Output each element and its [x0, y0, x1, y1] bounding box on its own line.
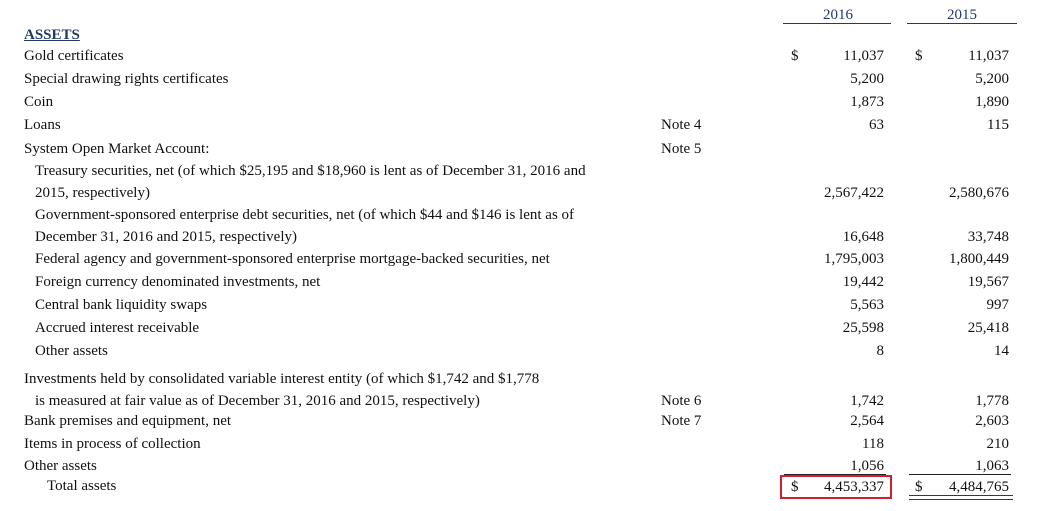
row-loans-value-2015: 115 — [987, 117, 1009, 133]
row-vie-value-2016: 1,742 — [850, 393, 884, 409]
year-header-2015-underline — [907, 23, 1017, 24]
row-other-label: Other assets — [24, 458, 97, 474]
row-premises-label: Bank premises and equipment, net — [24, 413, 232, 429]
row-gold-value-2016: 11,037 — [843, 48, 884, 64]
section-title: ASSETS — [24, 27, 80, 43]
row-total-label: Total assets — [47, 478, 117, 494]
row-loans-value-2016: 63 — [869, 117, 884, 133]
row-other-soma-value-2015: 14 — [994, 343, 1009, 359]
row-fx-value-2016: 19,442 — [842, 274, 884, 290]
row-loans-label: Loans — [24, 117, 61, 133]
row-gse-label-line1: Government-sponsored enterprise debt securities, net (of which $44 and $146 is lent as of — [35, 207, 575, 223]
row-other-soma-value-2016: 8 — [876, 343, 884, 359]
row-mbs-label: Federal agency and government-sponsored enterprise mortgage-backed securities, net — [35, 251, 550, 267]
row-accrued-label: Accrued interest receivable — [35, 320, 200, 336]
row-soma-note: Note 5 — [661, 141, 702, 157]
year-header-2016-underline — [783, 23, 891, 24]
row-sdr-label: Special drawing rights certificates — [24, 71, 229, 87]
row-vie-label-line1: Investments held by consolidated variable interest entity (of which $1,742 and $1,778 — [24, 371, 540, 387]
row-fx-value-2015: 19,567 — [967, 274, 1009, 290]
row-sdr-value-2015: 5,200 — [975, 71, 1009, 87]
row-premises-value-2015: 2,603 — [975, 413, 1009, 429]
total-double-rule-2015 — [909, 495, 1013, 500]
row-accrued-value-2015: 25,418 — [967, 320, 1009, 336]
row-swaps-label: Central bank liquidity swaps — [35, 297, 208, 313]
row-coin-value-2016: 1,873 — [850, 94, 884, 110]
row-coin-label: Coin — [24, 94, 54, 110]
row-collection-value-2016: 118 — [862, 436, 884, 452]
row-vie-note: Note 6 — [661, 393, 702, 409]
row-swaps-value-2016: 5,563 — [850, 297, 884, 313]
year-header-2016: 2016 — [823, 7, 853, 23]
row-gse-value-2016: 16,648 — [842, 229, 884, 245]
row-swaps-value-2015: 997 — [986, 297, 1009, 313]
row-treasury-label-line1: Treasury securities, net (of which $25,195 and $18,960 is lent as of December 31, 2016 and — [35, 163, 586, 179]
row-mbs-value-2016: 1,795,003 — [824, 251, 884, 267]
year-header-2015: 2015 — [947, 7, 977, 23]
row-total-dollar-2015: $ — [915, 479, 923, 495]
row-treasury-label-line2: 2015, respectively) — [35, 185, 150, 201]
row-premises-note: Note 7 — [661, 413, 702, 429]
row-gold-label: Gold certificates — [24, 48, 124, 64]
row-mbs-value-2015: 1,800,449 — [949, 251, 1009, 267]
row-vie-label-line2: is measured at fair value as of December 31, 2016 and 2015, respectively) — [35, 393, 480, 409]
row-other-soma-label: Other assets — [35, 343, 108, 359]
row-sdr-value-2016: 5,200 — [850, 71, 884, 87]
row-total-value-2015: 4,484,765 — [949, 479, 1009, 495]
row-gold-dollar-2016: $ — [791, 48, 799, 64]
row-gold-value-2015: 11,037 — [968, 48, 1009, 64]
row-treasury-value-2016: 2,567,422 — [824, 185, 884, 201]
row-gold-dollar-2015: $ — [915, 48, 923, 64]
row-premises-value-2016: 2,564 — [850, 413, 884, 429]
row-coin-value-2015: 1,890 — [975, 94, 1009, 110]
row-other-value-2015: 1,063 — [975, 458, 1009, 474]
row-gse-value-2015: 33,748 — [967, 229, 1009, 245]
row-loans-note: Note 4 — [661, 117, 702, 133]
row-total-dollar-2016: $ — [791, 479, 799, 495]
row-collection-label: Items in process of collection — [24, 436, 201, 452]
row-total-value-2016: 4,453,337 — [824, 479, 884, 495]
row-fx-label: Foreign currency denominated investments, net — [35, 274, 321, 290]
row-collection-value-2015: 210 — [986, 436, 1009, 452]
subtotal-rule-2015 — [909, 474, 1011, 475]
row-gse-label-line2: December 31, 2016 and 2015, respectively) — [35, 229, 297, 245]
row-vie-value-2015: 1,778 — [975, 393, 1009, 409]
row-treasury-value-2015: 2,580,676 — [949, 185, 1009, 201]
row-soma-label: System Open Market Account: — [24, 141, 210, 157]
row-accrued-value-2016: 25,598 — [842, 320, 884, 336]
row-other-value-2016: 1,056 — [850, 458, 884, 474]
